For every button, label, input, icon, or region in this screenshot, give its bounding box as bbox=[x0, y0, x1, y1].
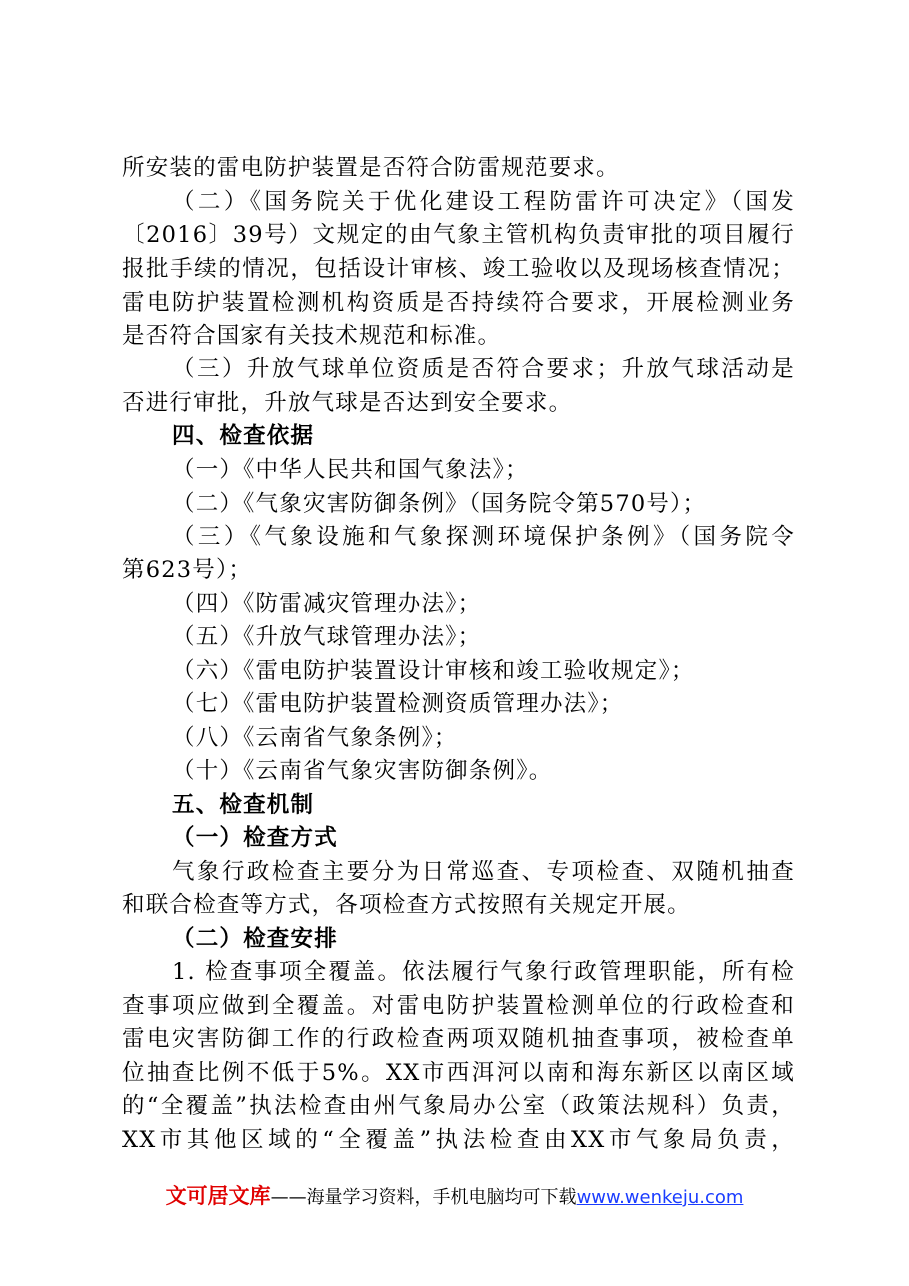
body-text-line: 的“全覆盖”执法检查由州气象局办公室（政策法规科）负责， bbox=[122, 1093, 795, 1119]
body-text-line: （三）升放气球单位资质是否符合要求；升放气球活动是 bbox=[172, 356, 795, 382]
body-text-line: （二）《国务院关于优化建设工程防雷许可决定》（国发 bbox=[172, 189, 795, 215]
section-heading: 四、检查依据 bbox=[172, 423, 315, 449]
list-item: （二）《气象灾害防御条例》（国务院令第570号）； bbox=[172, 491, 707, 517]
body-text-line: 气象行政检查主要分为日常巡查、专项检查、双随机抽查 bbox=[172, 859, 795, 885]
footer-banner bbox=[0, 1180, 909, 1210]
subsection-heading: （二）检查安排 bbox=[172, 926, 338, 952]
footer-tagline: ——海量学习资料，手机电脑均可下载 bbox=[270, 1187, 577, 1208]
list-item: （五）《升放气球管理办法》； bbox=[172, 624, 482, 650]
footer-brand: 文可居文库 bbox=[165, 1184, 271, 1208]
body-text-line: 雷电防护装置检测机构资质是否持续符合要求，开展检测业务 bbox=[122, 290, 795, 316]
body-text-line: 查事项应做到全覆盖。对雷电防护装置检测单位的行政检查和 bbox=[122, 993, 795, 1019]
subsection-heading: （一）检查方式 bbox=[172, 825, 338, 851]
body-text-line: 雷电灾害防御工作的行政检查两项双随机抽查事项，被检查单 bbox=[122, 1026, 795, 1052]
list-item-continuation: 第623号）； bbox=[122, 557, 253, 583]
body-text-line: 1. 检查事项全覆盖。依法履行气象行政管理职能，所有检 bbox=[172, 959, 795, 985]
body-text-line: 位抽查比例不低于5%。XX市西洱河以南和海东新区以南区域 bbox=[122, 1060, 795, 1086]
list-item: （一）《中华人民共和国气象法》； bbox=[172, 457, 529, 483]
list-item: （四）《防雷减灾管理办法》； bbox=[172, 591, 482, 617]
list-item: （八）《云南省气象条例》； bbox=[172, 725, 458, 751]
body-text-line: 〔2016〕39号）文规定的由气象主管机构负责审批的项目履行 bbox=[122, 222, 795, 248]
body-text-line: 否进行审批，升放气球是否达到安全要求。 bbox=[122, 390, 573, 416]
body-text-line: 报批手续的情况，包括设计审核、竣工验收以及现场核查情况； bbox=[122, 256, 795, 282]
section-heading: 五、检查机制 bbox=[172, 792, 315, 818]
body-text-line: 和联合检查等方式，各项检查方式按照有关规定开展。 bbox=[122, 892, 691, 918]
list-item: （十）《云南省气象灾害防御条例》。 bbox=[172, 758, 553, 784]
body-text-line: 所安装的雷电防护装置是否符合防雷规范要求。 bbox=[122, 155, 620, 181]
list-item: （七）《雷电防护装置检测资质管理办法》； bbox=[172, 691, 624, 717]
list-item: （三）《气象设施和气象探测环境保护条例》（国务院令 bbox=[172, 524, 795, 550]
body-text-line: 是否符合国家有关技术规范和标准。 bbox=[122, 323, 502, 349]
body-text-line: XX市其他区域的“全覆盖”执法检查由XX市气象局负责， bbox=[122, 1127, 795, 1153]
list-item: （六）《雷电防护装置设计审核和竣工验收规定》； bbox=[172, 658, 695, 684]
footer-link[interactable]: www.wenkeju.com bbox=[576, 1187, 744, 1208]
